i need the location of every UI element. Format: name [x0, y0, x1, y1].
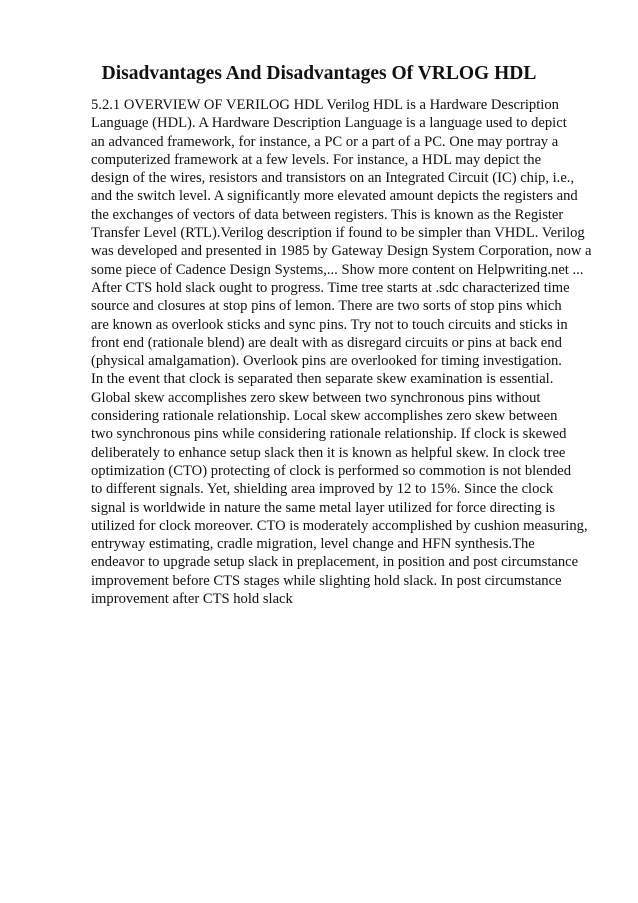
body-text-line: (physical amalgamation). Overlook pins are overlooked for timing investigation. [91, 353, 562, 370]
body-text-line: are known as overlook sticks and sync pins. Try not to touch circuits and sticks in [91, 316, 568, 333]
document-body [91, 96, 601, 608]
body-text-line: two synchronous pins while considering rationale relationship. If clock is skewed [91, 426, 567, 443]
body-text-line: deliberately to enhance setup slack then it is known as helpful skew. In clock tree [91, 444, 566, 461]
body-text-line: utilized for clock moreover. CTO is moderately accomplished by cushion measuring, [91, 517, 588, 534]
body-text-line: considering rationale relationship. Local skew accomplishes zero skew between [91, 408, 558, 425]
body-text-line: improvement after CTS hold slack [91, 591, 293, 608]
body-text-line: the exchanges of vectors of data between registers. This is known as the Register [91, 206, 564, 223]
body-text-line: signal is worldwide in nature the same metal layer utilized for force directing is [91, 499, 556, 516]
body-text-line: design of the wires, resistors and transistors on an Integrated Circuit (IC) chip, i.e., [91, 170, 575, 187]
body-text-line: front end (rationale blend) are dealt with as disregard circuits or pins at back end [91, 334, 562, 351]
body-text-line: to different signals. Yet, shielding area improved by 12 to 15%. Since the clock [91, 481, 554, 498]
body-text-line: computerized framework at a few levels. For instance, a HDL may depict the [91, 151, 542, 168]
body-text-line: Global skew accomplishes zero skew between two synchronous pins without [91, 389, 541, 406]
document-title: Disadvantages And Disadvantages Of VRLOG HDL [101, 63, 537, 84]
body-text-line: In the event that clock is separated then separate skew examination is essential. [91, 371, 554, 388]
body-text-line: optimization (CTO) protecting of clock is performed so commotion is not blended [91, 462, 572, 479]
body-text-line: was developed and presented in 1985 by Gateway Design System Corporation, now a [91, 243, 592, 260]
body-text-line: improvement before CTS stages while slighting hold slack. In post circumstance [91, 572, 562, 589]
body-text-line: Language (HDL). A Hardware Description Language is a language used to depict [91, 115, 567, 132]
body-text-line: source and closures at stop pins of lemon. There are two sorts of stop pins which [91, 298, 562, 315]
body-text-line: Transfer Level (RTL).Verilog description if found to be simpler than VHDL. Verilog [91, 225, 585, 242]
body-text-line: entryway estimating, cradle migration, level change and HFN synthesis.The [91, 536, 535, 553]
body-text-line: an advanced framework, for instance, a PC or a part of a PC. One may portray a [91, 133, 559, 150]
body-text-line: After CTS hold slack ought to progress. Time tree starts at .sdc characterized time [91, 279, 570, 296]
body-text-line: some piece of Cadence Design Systems,... Show more content on Helpwriting.net ... [91, 261, 584, 278]
body-text-line: endeavor to upgrade setup slack in preplacement, in position and post circumstance [91, 554, 579, 571]
body-text-line: and the switch level. A significantly more elevated amount depicts the registers and [91, 188, 578, 205]
body-text-line: 5.2.1 OVERVIEW OF VERILOG HDL Verilog HDL is a Hardware Description [91, 97, 559, 113]
